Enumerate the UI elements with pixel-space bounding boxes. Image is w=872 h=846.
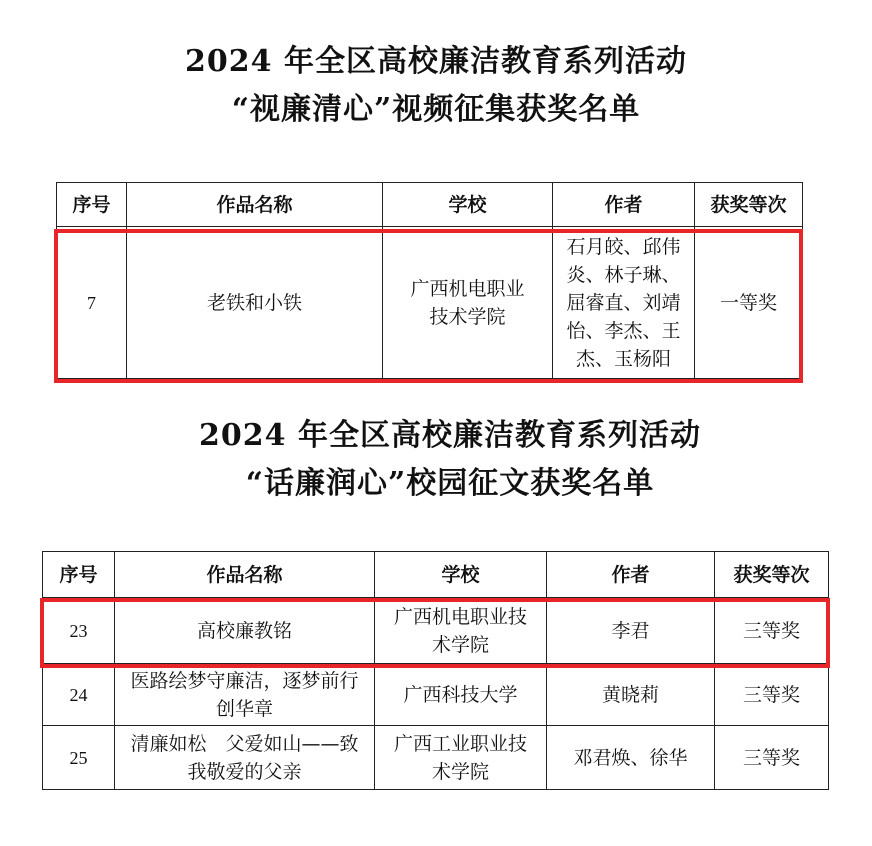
row-award: 三等奖: [715, 726, 829, 790]
row-author: 李君: [547, 598, 715, 664]
row-number: 24: [43, 664, 115, 726]
row-number: 7: [57, 227, 127, 379]
section1-title-line1: 2024 年全区高校廉洁教育系列活动: [185, 44, 687, 79]
video-award-table: [56, 182, 803, 379]
essay-award-table: [42, 551, 829, 790]
row-work-title: 医路绘梦守廉洁，逐梦前行创华章: [115, 664, 375, 726]
row-number: 25: [43, 726, 115, 790]
header-school: 学校: [375, 552, 547, 598]
header-number: 序号: [43, 552, 115, 598]
row-author: 邓君焕、徐华: [547, 726, 715, 790]
header-work-title: 作品名称: [127, 183, 383, 227]
row-work-title: 清廉如松 父爱如山——致我敬爱的父亲: [115, 726, 375, 790]
table-header-row: [57, 183, 803, 227]
section2-title-line1: 2024 年全区高校廉洁教育系列活动: [199, 418, 701, 453]
row-award: 三等奖: [715, 598, 829, 664]
table-row: [57, 227, 803, 379]
row-school: 广西机电职业技术学院: [375, 598, 547, 664]
row-school: 广西科技大学: [375, 664, 547, 726]
header-author: 作者: [553, 183, 695, 227]
row-school: 广西工业职业技术学院: [375, 726, 547, 790]
row-school: 广西机电职业技术学院: [383, 227, 553, 379]
table-row: [43, 598, 829, 664]
row-award: 三等奖: [715, 664, 829, 726]
row-author: 石月皎、邱伟炎、林子琳、屈睿直、刘靖怡、李杰、王杰、玉杨阳: [553, 227, 695, 379]
section2-title-line2: “话廉润心”校园征文获奖名单: [245, 466, 655, 501]
table-row: [43, 726, 829, 790]
header-work-title: 作品名称: [115, 552, 375, 598]
header-school: 学校: [383, 183, 553, 227]
table-row: [43, 664, 829, 726]
header-award: 获奖等次: [695, 183, 803, 227]
header-author: 作者: [547, 552, 715, 598]
row-author: 黄晓莉: [547, 664, 715, 726]
header-award: 获奖等次: [715, 552, 829, 598]
section1-title-line2: “视廉清心”视频征集获奖名单: [231, 92, 641, 127]
table-header-row: [43, 552, 829, 598]
row-award: 一等奖: [695, 227, 803, 379]
row-work-title: 高校廉教铭: [115, 598, 375, 664]
row-work-title: 老铁和小铁: [127, 227, 383, 379]
row-number: 23: [43, 598, 115, 664]
header-number: 序号: [57, 183, 127, 227]
